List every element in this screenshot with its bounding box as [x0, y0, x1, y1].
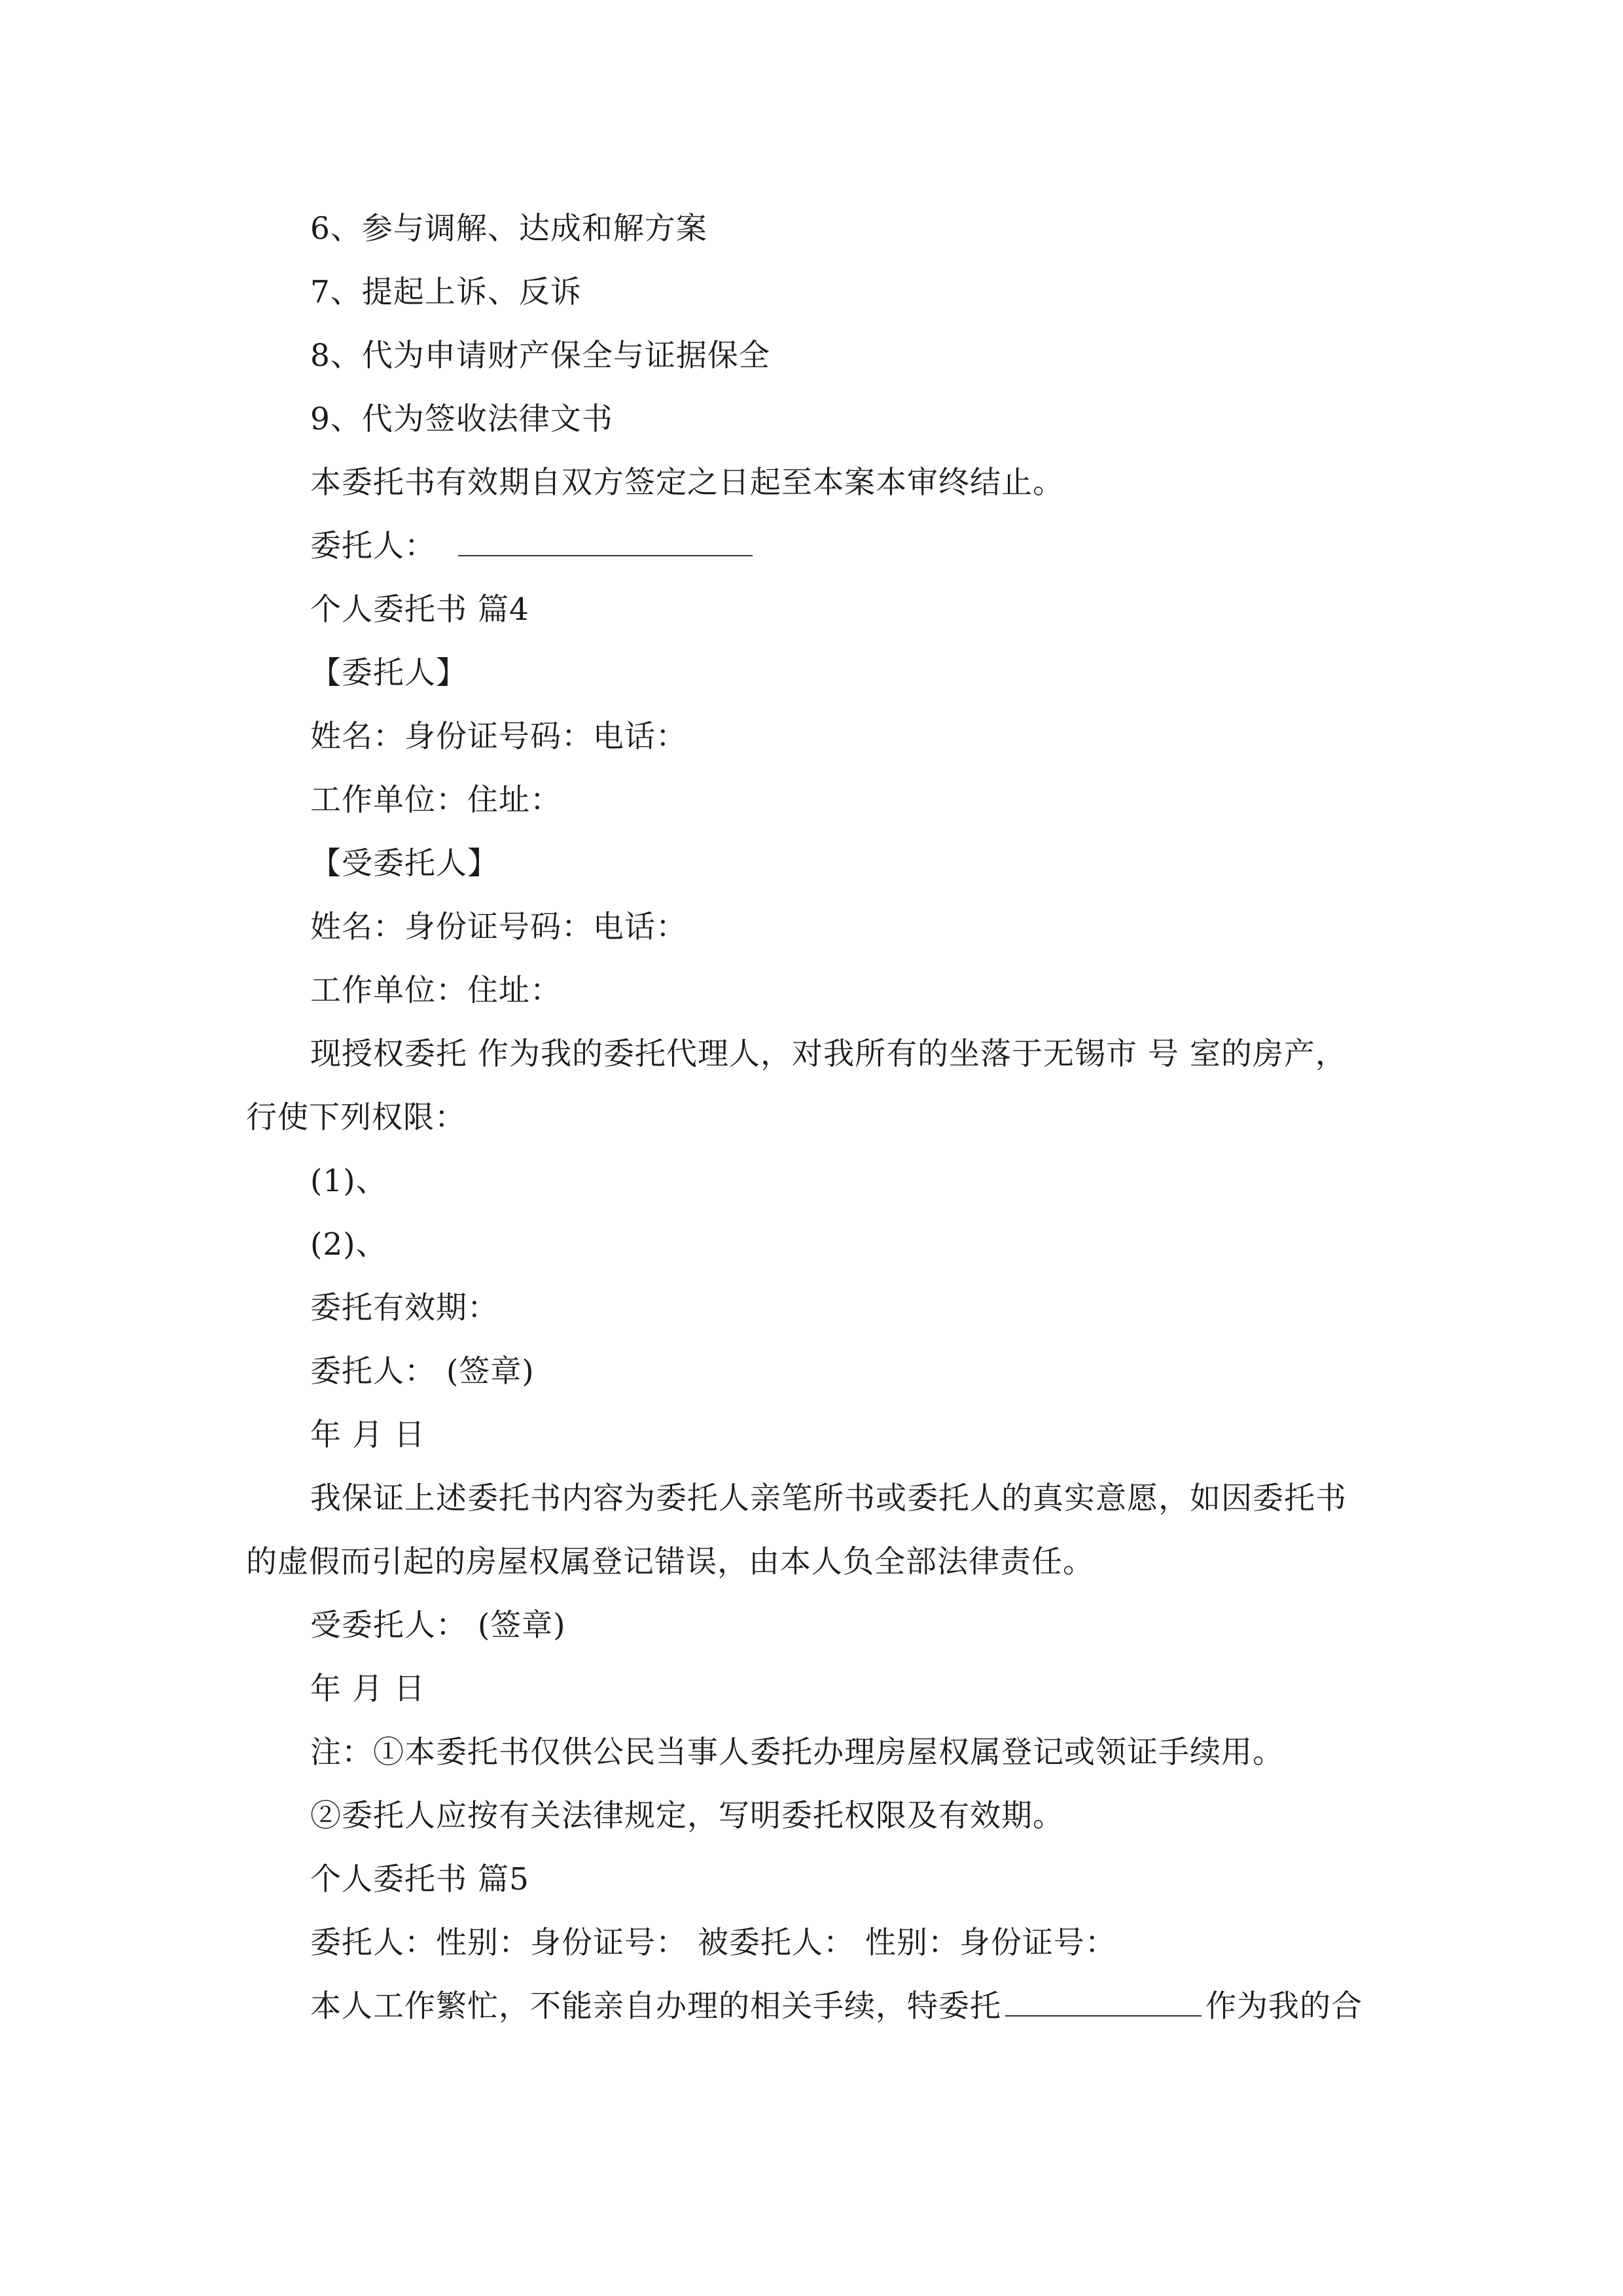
- text-line: 委托有效期：: [310, 1290, 499, 1326]
- note-line: 注：①本委托书仅供公民当事人委托办理房屋权属登记或领证手续用。: [310, 1734, 1284, 1770]
- text-line: 行使下列权限：: [246, 1100, 466, 1136]
- text-line: 工作单位：住址：: [310, 782, 562, 818]
- text-line: 8、代为申请财产保全与证据保全: [310, 338, 770, 374]
- text-line: 的虚假而引起的房屋权属登记错误，由本人负全部法律责任。: [246, 1544, 1094, 1580]
- date-line: 年 月 日: [310, 1417, 425, 1453]
- text-line: 委托人： (签章): [310, 1354, 535, 1390]
- signature-blank: [458, 529, 753, 556]
- text-line: (2)、: [310, 1227, 387, 1263]
- text-segment: 作为我的合: [1205, 1988, 1363, 2024]
- signature-label: 委托人：: [310, 528, 436, 564]
- text-line: 本委托书有效期自双方签定之日起至本案本审终结止。: [310, 465, 1064, 501]
- text-line: 我保证上述委托书内容为委托人亲笔所书或委托人的真实意愿，如因委托书: [310, 1480, 1347, 1516]
- text-segment: 本人工作繁忙，不能亲自办理的相关手续，特委托: [310, 1988, 1001, 2024]
- text-line: 【受委托人】: [310, 846, 499, 882]
- text-line: [310, 1987, 1363, 2026]
- date-line: 年 月 日: [310, 1671, 425, 1707]
- text-line: 姓名：身份证号码：电话：: [310, 909, 687, 945]
- text-line: 委托人：性别：身份证号： 被委托人： 性别：身份证号：: [310, 1925, 1116, 1961]
- section-heading: 个人委托书 篇4: [310, 592, 529, 628]
- text-line: (1)、: [310, 1163, 387, 1199]
- text-line: 工作单位：住址：: [310, 973, 562, 1009]
- note-line: ②委托人应按有关法律规定，写明委托权限及有效期。: [310, 1798, 1064, 1834]
- signature-line: [310, 527, 753, 566]
- section-heading: 个人委托书 篇5: [310, 1861, 529, 1897]
- fill-in-blank: [1005, 1989, 1202, 2017]
- text-line: 7、提起上诉、反诉: [310, 274, 582, 310]
- text-line: 姓名：身份证号码：电话：: [310, 719, 687, 755]
- text-line: 【委托人】: [310, 655, 467, 691]
- text-line: 现授权委托 作为我的委托代理人，对我所有的坐落于无锡市 号 室的房产，: [310, 1036, 1347, 1072]
- text-line: 6、参与调解、达成和解方案: [310, 211, 707, 247]
- text-line: 9、代为签收法律文书: [310, 401, 613, 437]
- text-line: 受委托人： (签章): [310, 1607, 566, 1643]
